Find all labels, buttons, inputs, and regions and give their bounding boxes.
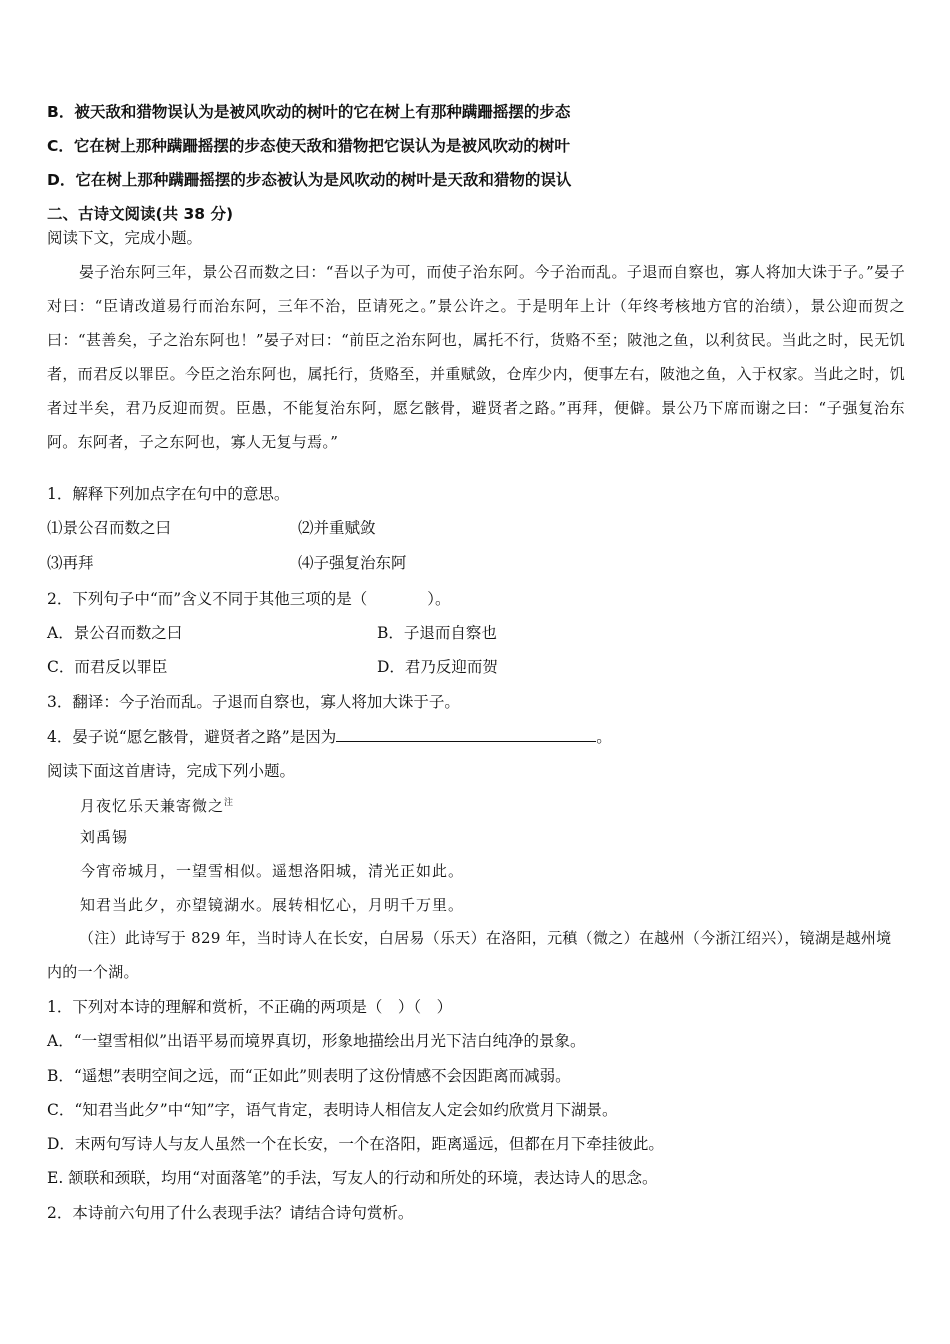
question-1-item-2: ⑵并重赋敛 [298, 519, 376, 537]
poem-question-2: 2．本诗前六句用了什么表现手法？请结合诗句赏析。 [47, 1204, 414, 1222]
poem-question-1-stem: 1．下列对本诗的理解和赏析，不正确的两项是（ ）（ ） [47, 998, 453, 1016]
poem-intro: 阅读下面这首唐诗，完成下列小题。 [47, 762, 296, 780]
question-2-option-b: B．子退而自察也 [377, 624, 497, 642]
poem-title: 月夜忆乐天兼寄微之$^注$ [80, 797, 235, 815]
question-4-stem: 4．晏子说“愿乞骸骨，避贤者之路”是因为 [47, 728, 337, 746]
section-heading: 二、古诗文阅读(共 38 分) [47, 205, 234, 223]
question-2-option-c: C．而君反以罪臣 [47, 658, 168, 676]
option-b-prev: B．被天敌和猎物误认为是被风吹动的树叶的它在树上有那种蹒跚摇摆的步态 [47, 103, 571, 121]
question-4 [47, 727, 612, 747]
poem-question-1-option-b: B．“遥想”表明空间之远，而“正如此”则表明了这份情感不会因距离而减弱。 [47, 1067, 571, 1085]
question-1-item-1: ⑴景公召而数之曰 [47, 519, 172, 537]
poem-question-1-option-c: C．“知君当此夕”中“知”字，语气肯定，表明诗人相信友人定会如约欣赏月下湖景。 [47, 1101, 618, 1119]
question-1-item-3: ⑶再拜 [47, 554, 94, 572]
poem-question-1-option-e: E. 颔联和颈联，均用“对面落笔”的手法，写友人的行动和所处的环境，表达诗人的思念。 [47, 1169, 658, 1187]
poem-question-1-option-d: D．末两句写诗人与友人虽然一个在长安，一个在洛阳，距离遥远，但都在月下牵挂彼此。 [47, 1135, 664, 1153]
question-2-option-a: A．景公召而数之曰 [47, 624, 183, 642]
option-c-prev: C．它在树上那种蹒跚摇摆的步态使天敌和猎物把它误认为是被风吹动的树叶 [47, 137, 570, 155]
title-note-mark: 注 [224, 798, 235, 808]
poem-line-2: 知君当此夕，亦望镜湖水。展转相忆心，月明千万里。 [80, 896, 465, 914]
question-2-option-d: D．君乃反迎而贺 [377, 658, 498, 676]
answer-blank [336, 727, 596, 742]
classical-passage: 晏子治东阿三年，景公召而数之曰：“吾以子为可，而使子治东阿。今子治而乱。子退而自察也，寡人将加大诛于子。”晏子对曰：“臣请改道易行而治东阿，三年不治，臣请死之。”景公许之。于是明年上计（年终考核地方官的治绩），景公迎而贺之曰：“甚善矣，子之治东阿也！”晏子对曰：“前臣之治东阿也，属托不行，货赂不至；陂池之鱼，以利贫民。当此之时，民无饥者，而君反以罪臣。今臣之治东阿也，属托行，货赂至，并重赋敛，仓库少内，便事左右，陂池之鱼，入于权家。当此之时，饥者过半矣，君乃反迎而贺。臣愚，不能复治东阿，愿乞骸骨，避贤者之路。”再拜，便僻。景公乃下席而谢之曰：“子强复治东阿。东阿者，子之东阿也，寡人无复与焉。” [47, 263, 905, 451]
poem-author: 刘禹锡 [80, 828, 129, 846]
question-2-stem-start: 2．下列句子中“而”含义不同于其他三项的是（ [47, 590, 368, 608]
question-3: 3．翻译：今子治而乱。子退而自察也，寡人将加大诛于子。 [47, 693, 460, 711]
section-intro: 阅读下文，完成小题。 [47, 229, 203, 247]
poem-note: （注）此诗写于 829 年，当时诗人在长安，白居易（乐天）在洛阳，元稹（微之）在越州（今浙江绍兴），镜湖是越州境内的一个湖。 [47, 929, 892, 981]
question-2-stem-end: ）。 [427, 590, 451, 608]
question-1-item-4: ⑷子强复治东阿 [298, 554, 407, 572]
question-4-end: 。 [596, 728, 612, 746]
poem-question-1-option-a: A．“一望雪相似”出语平易而境界真切，形象地描绘出月光下洁白纯净的景象。 [47, 1032, 586, 1050]
question-2-stem [47, 589, 450, 609]
poem-line-1: 今宵帝城月，一望雪相似。遥想洛阳城，清光正如此。 [80, 862, 465, 880]
option-d-prev: D．它在树上那种蹒跚摇摆的步态被认为是风吹动的树叶是天敌和猎物的误认 [47, 171, 572, 189]
question-1-stem: 1．解释下列加点字在句中的意思。 [47, 485, 290, 503]
